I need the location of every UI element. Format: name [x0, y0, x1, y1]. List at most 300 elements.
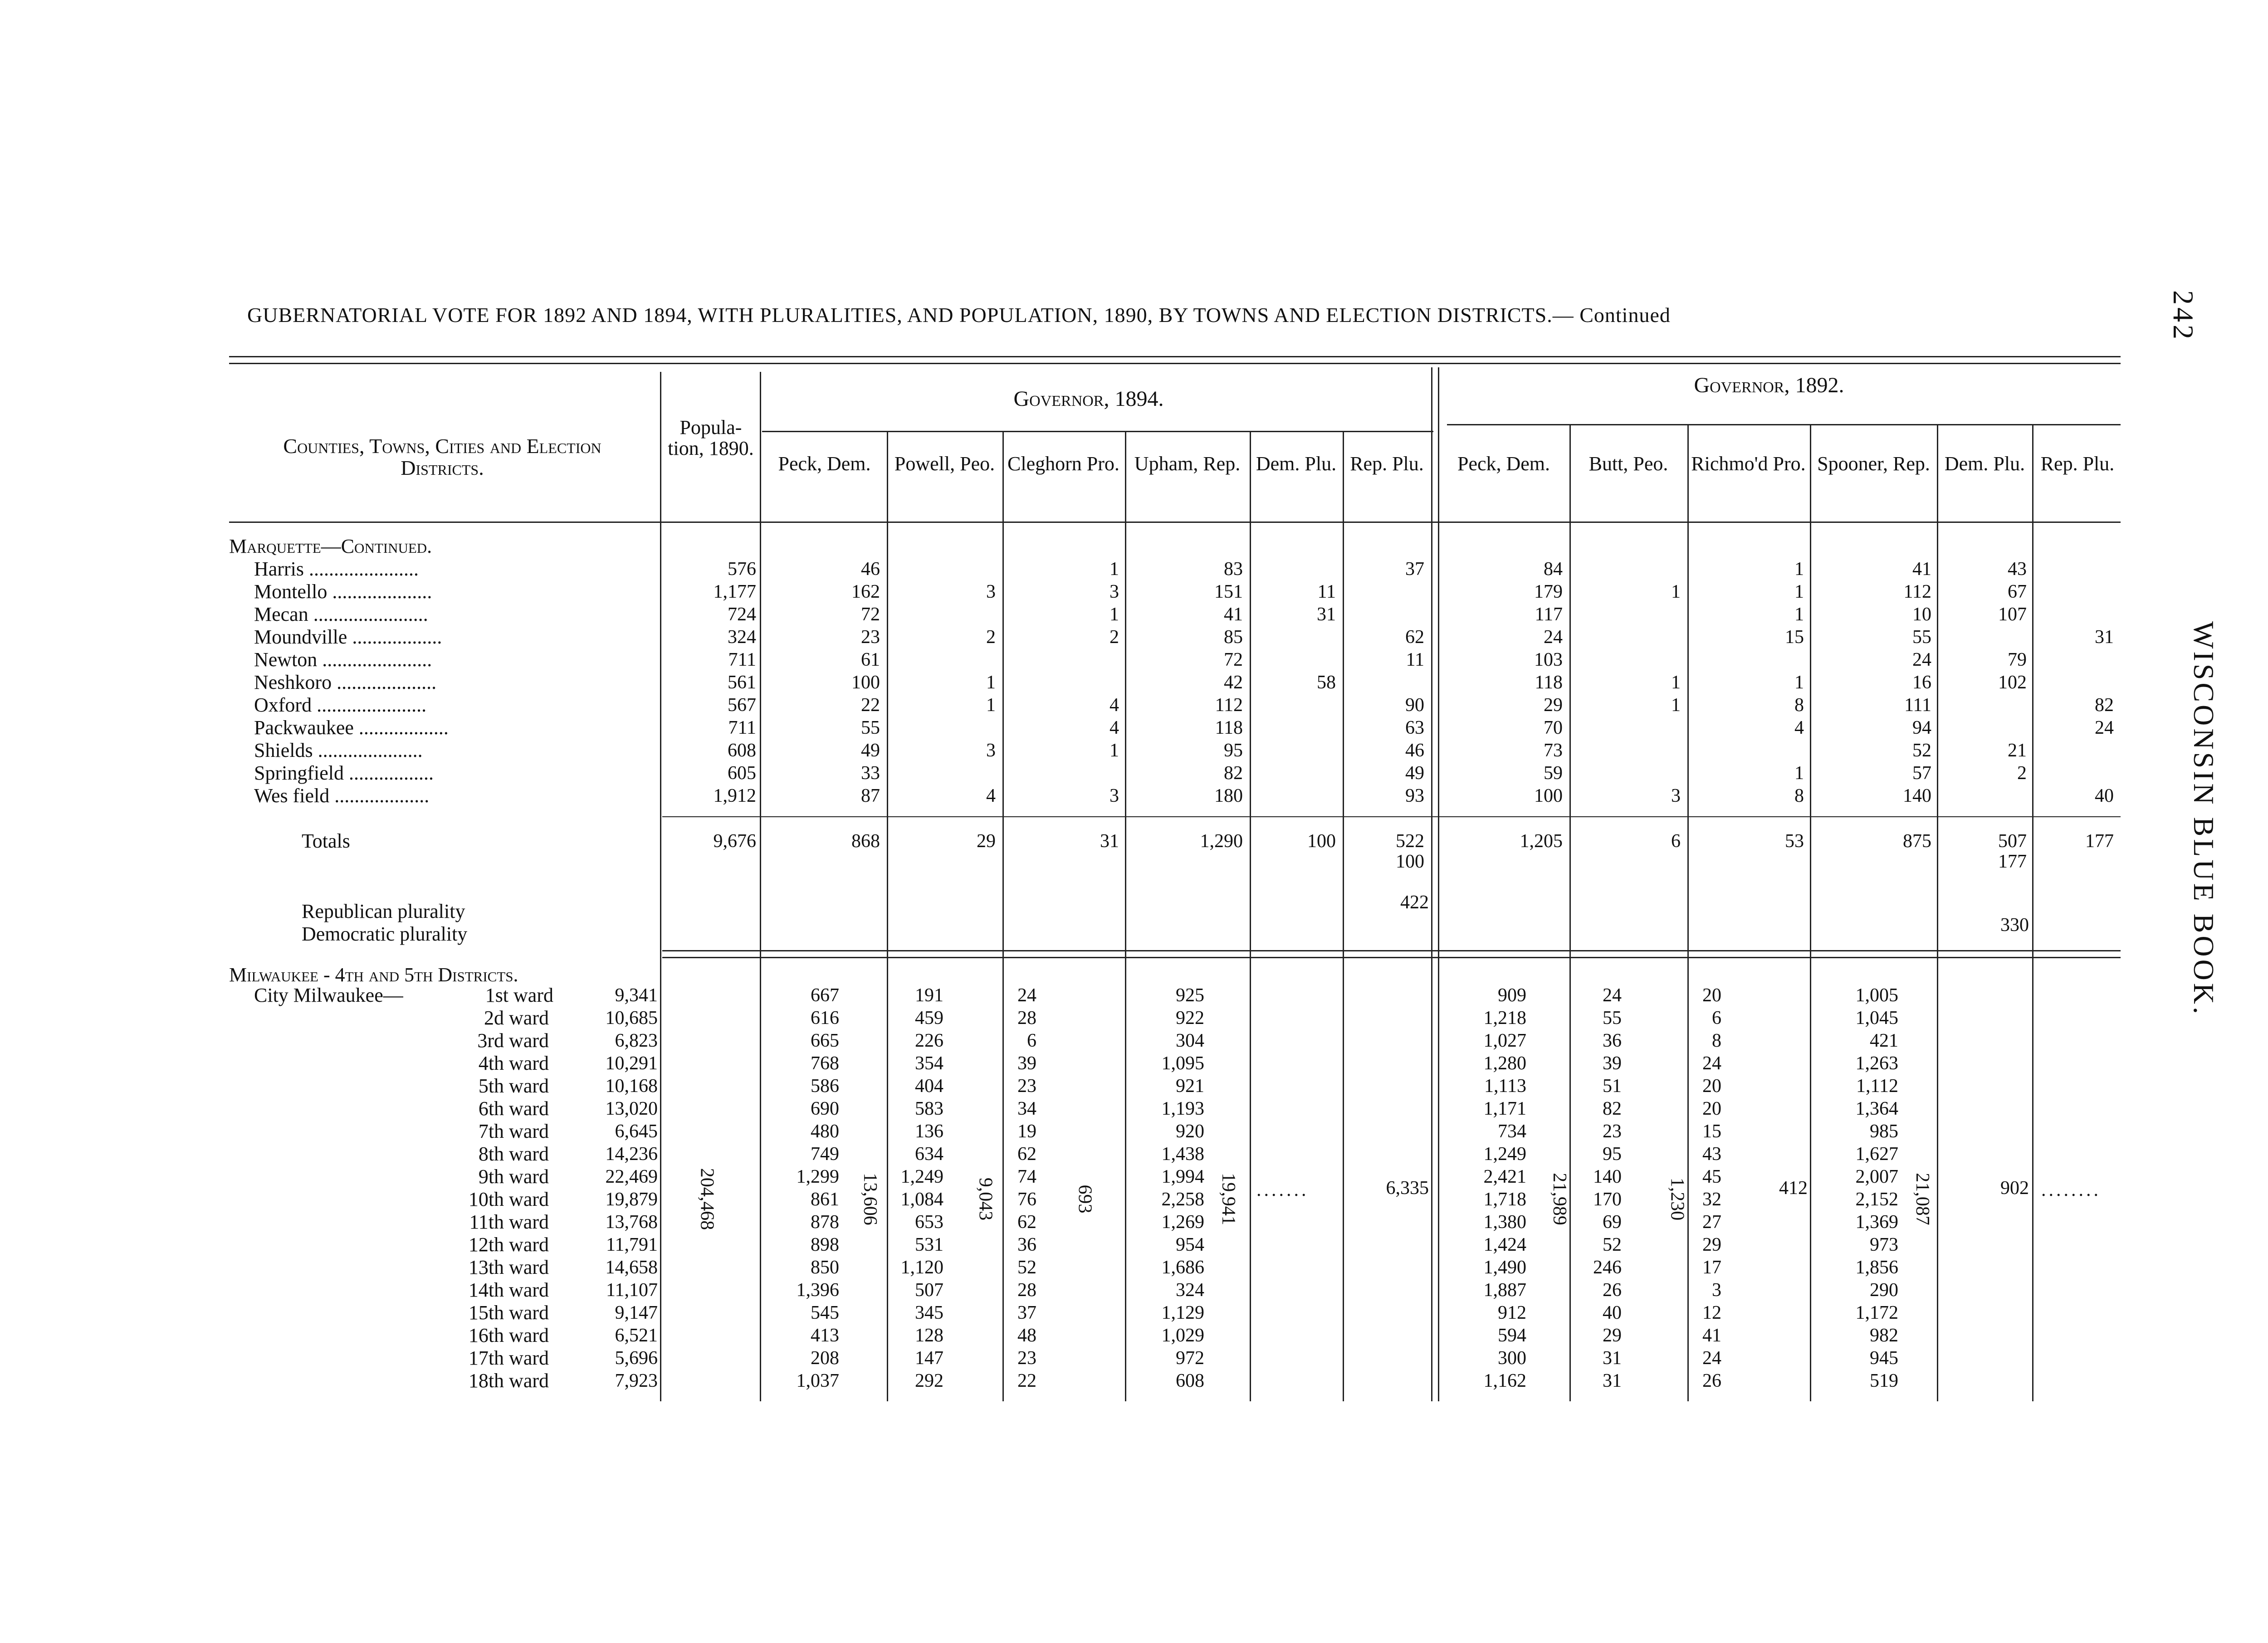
ward-upham-cell: 972: [1176, 1348, 1204, 1369]
vote-1892-cell: 1: [1794, 604, 1804, 625]
col-powell-1894: Powell, Peo.: [894, 453, 995, 475]
vote-1892-cell: 1: [1671, 695, 1681, 716]
vote-1894-cell: 93: [1405, 785, 1424, 806]
ward-butt-cell: 23: [1603, 1121, 1622, 1142]
vote-1892-cell: 107: [1998, 604, 2027, 625]
vote-1894-cell: 151: [1214, 581, 1243, 602]
ward-butt-cell: 170: [1593, 1189, 1622, 1210]
vote-1892-cell: 16: [1912, 672, 1931, 693]
population-cell: 724: [728, 604, 756, 625]
ward-butt-cell: 246: [1593, 1257, 1622, 1278]
page-title: GUBERNATORIAL VOTE FOR 1892 AND 1894, WITH PLURALITIES, AND POPULATION, 1890, BY TOWNS AND ELECTION DISTRICTS.— Continued: [247, 303, 1671, 327]
ward-peck94-cell: 667: [811, 985, 839, 1006]
ward-rich-cell: 12: [1702, 1302, 1721, 1323]
ward-peck92-cell: 300: [1498, 1348, 1526, 1369]
totals-cell: 53: [1785, 831, 1804, 852]
col-demplu-1894: Dem. Plu.: [1256, 453, 1337, 475]
col-butt-1892: Butt, Peo.: [1589, 453, 1668, 475]
col-peck-1894: Peck, Dem.: [778, 453, 871, 475]
ward-rich-cell: 43: [1702, 1144, 1721, 1165]
ward-pop-cell: 10,168: [605, 1076, 658, 1097]
col-rule: [1431, 367, 1432, 1401]
vote-1892-cell: 15: [1785, 627, 1804, 648]
ward-name: 12th ward: [468, 1233, 549, 1256]
vote-1894-cell: 41: [1224, 604, 1243, 625]
vote-1894-cell: 3: [1110, 581, 1119, 602]
population-cell: 605: [728, 763, 756, 784]
ward-upham-cell: 922: [1176, 1008, 1204, 1029]
totals-label: Totals: [302, 830, 350, 852]
ward-peck92-cell: 909: [1498, 985, 1526, 1006]
ward-powell-cell: 191: [915, 985, 943, 1006]
ward-peck92-cell: 1,162: [1483, 1370, 1526, 1391]
vote-1894-cell: 49: [861, 740, 880, 761]
ward-rich-cell: 27: [1702, 1212, 1721, 1233]
ward-peck94-cell: 1,396: [796, 1280, 839, 1301]
vote-1894-cell: 83: [1224, 559, 1243, 580]
town-name: Mecan .......................: [254, 603, 428, 625]
vote-1894-cell: 3: [986, 581, 996, 602]
vote-1892-cell: 31: [2095, 627, 2114, 648]
ward-peck94-cell: 898: [811, 1234, 839, 1255]
vote-1892-cell: 179: [1534, 581, 1563, 602]
totals-cell: 1,205: [1520, 831, 1563, 852]
ward-name: 3rd ward: [477, 1029, 549, 1052]
ward-powell-cell: 128: [915, 1325, 943, 1346]
totals-cell: 875: [1903, 831, 1931, 852]
vote-1892-cell: 1: [1794, 763, 1804, 784]
ward-powell-cell: 531: [915, 1234, 943, 1255]
ward-spoon-cell: 421: [1870, 1030, 1898, 1051]
ward-upham-cell: 921: [1176, 1076, 1204, 1097]
vote-1892-cell: 140: [1903, 785, 1931, 806]
town-name: Wes field ...................: [254, 785, 430, 807]
col-repplu-1894: Rep. Plu.: [1350, 453, 1424, 475]
vote-1894-cell: 42: [1224, 672, 1243, 693]
vote-1894-cell: 112: [1215, 695, 1243, 716]
vote-1894-cell: 1: [1110, 559, 1119, 580]
vote-1894-cell: 4: [1110, 695, 1119, 716]
ward-name: 10th ward: [468, 1188, 549, 1210]
ward-peck92-cell: 1,280: [1483, 1053, 1526, 1074]
population-cell: 1,177: [713, 581, 756, 602]
ward-name: 18th ward: [468, 1370, 549, 1392]
vote-1894-cell: 23: [861, 627, 880, 648]
ward-spoon-cell: 290: [1870, 1280, 1898, 1301]
ward-powell-cell: 1,084: [900, 1189, 943, 1210]
vote-1894-cell: 46: [861, 559, 880, 580]
ward-powell-cell: 1,249: [900, 1166, 943, 1187]
vote-1892-cell: 79: [2008, 649, 2027, 670]
vote-1894-cell: 4: [986, 785, 996, 806]
vote-1892-cell: 1: [1794, 581, 1804, 602]
vote-1892-cell: 94: [1912, 717, 1931, 738]
ward-upham-cell: 1,029: [1161, 1325, 1204, 1346]
population-cell: 608: [728, 740, 756, 761]
col-rule: [1438, 367, 1439, 1401]
ward-cleg-cell: 52: [1017, 1257, 1036, 1278]
ward-peck92-cell: 1,718: [1483, 1189, 1526, 1210]
totals-cell: 9,676: [713, 831, 756, 852]
ward-rich-cell: 45: [1702, 1166, 1721, 1187]
vote-1894-cell: 37: [1405, 559, 1424, 580]
ward-pop-cell: 13,020: [605, 1098, 658, 1119]
title-rule-2: [229, 363, 2121, 364]
ward-spoon-cell: 945: [1870, 1348, 1898, 1369]
title-rule: [229, 356, 2121, 357]
dem-plurality-value: 330: [2000, 915, 2029, 936]
ward-cleg-cell: 34: [1017, 1098, 1036, 1119]
col-demplu-1892: Dem. Plu.: [1944, 453, 2025, 475]
ward-peck94-cell: 690: [811, 1098, 839, 1119]
ward-pop-cell: 7,923: [615, 1370, 658, 1391]
header-bottom-rule: [229, 522, 2121, 523]
header-population: Popula-tion, 1890.: [668, 416, 754, 460]
milw-peck92-total: 21,989: [1549, 1173, 1570, 1225]
ward-peck94-cell: 768: [811, 1053, 839, 1074]
milw-powell-total: 9,043: [975, 1177, 996, 1221]
vote-1892-cell: 4: [1794, 717, 1804, 738]
vote-1892-cell: 1: [1794, 672, 1804, 693]
vote-1894-cell: 162: [851, 581, 880, 602]
ward-name: 9th ward: [478, 1165, 549, 1188]
vote-1894-cell: 100: [851, 672, 880, 693]
vote-1894-cell: 1: [986, 672, 996, 693]
population-cell: 561: [728, 672, 756, 693]
ward-powell-cell: 507: [915, 1280, 943, 1301]
vote-1892-cell: 117: [1535, 604, 1563, 625]
vote-1892-cell: 2: [2017, 763, 2027, 784]
ward-pop-cell: 9,341: [615, 985, 658, 1006]
milw-repplu94-total: 6,335: [1386, 1178, 1429, 1199]
ward-name: 13th ward: [468, 1256, 549, 1278]
population-cell: 711: [728, 649, 756, 670]
ward-upham-cell: 2,258: [1161, 1189, 1204, 1210]
ward-butt-cell: 55: [1603, 1008, 1622, 1029]
col-upham-1894: Upham, Rep.: [1134, 453, 1241, 475]
ward-upham-cell: 608: [1176, 1370, 1204, 1391]
ward-butt-cell: 31: [1603, 1370, 1622, 1391]
col-rule: [1250, 431, 1251, 1401]
ward-spoon-cell: 1,045: [1855, 1008, 1898, 1029]
ward-name: 15th ward: [468, 1302, 549, 1324]
ward-butt-cell: 26: [1603, 1280, 1622, 1301]
vote-1894-cell: 22: [861, 695, 880, 716]
ward-peck92-cell: 1,424: [1483, 1234, 1526, 1255]
ward-spoon-cell: 2,007: [1855, 1166, 1898, 1187]
ward-upham-cell: 1,269: [1161, 1212, 1204, 1233]
totals-cell: 100: [1396, 851, 1424, 872]
ward-peck92-cell: 2,421: [1483, 1166, 1526, 1187]
town-name: Neshkoro ....................: [254, 671, 437, 693]
ward-pop-cell: 11,107: [606, 1280, 658, 1301]
ward-pop-cell: 9,147: [615, 1302, 658, 1323]
vote-1892-cell: 21: [2008, 740, 2027, 761]
ward-peck94-cell: 861: [811, 1189, 839, 1210]
totals-cell: 29: [977, 831, 996, 852]
ward-upham-cell: 324: [1176, 1280, 1204, 1301]
ward-upham-cell: 920: [1176, 1121, 1204, 1142]
ward-spoon-cell: 519: [1870, 1370, 1898, 1391]
ward-peck94-cell: 208: [811, 1348, 839, 1369]
vote-1894-cell: 1: [986, 695, 996, 716]
rep-plurality-label: Republican plurality: [302, 900, 465, 922]
ward-powell-cell: 226: [915, 1030, 943, 1051]
gov-1894-rule: [762, 431, 1433, 432]
population-cell: 567: [728, 695, 756, 716]
milw-peck94-total: 13,606: [859, 1173, 880, 1225]
ward-butt-cell: 140: [1593, 1166, 1622, 1187]
ward-rich-cell: 20: [1702, 1098, 1721, 1119]
ward-pop-cell: 19,879: [605, 1189, 658, 1210]
ward-butt-cell: 82: [1603, 1098, 1622, 1119]
ward-name: 2d ward: [484, 1007, 549, 1029]
ward-powell-cell: 345: [915, 1302, 943, 1323]
totals-rule: [662, 816, 2121, 817]
ward-cleg-cell: 24: [1017, 985, 1036, 1006]
ward-spoon-cell: 1,263: [1855, 1053, 1898, 1074]
ward-peck94-cell: 850: [811, 1257, 839, 1278]
ward-peck94-cell: 878: [811, 1212, 839, 1233]
town-name: Montello ....................: [254, 580, 432, 603]
ward-butt-cell: 31: [1603, 1348, 1622, 1369]
ward-rich-cell: 3: [1712, 1280, 1721, 1301]
totals-cell: 177: [1998, 851, 2027, 872]
ward-peck92-cell: 1,218: [1483, 1008, 1526, 1029]
vote-1892-cell: 118: [1535, 672, 1563, 693]
ward-spoon-cell: 982: [1870, 1325, 1898, 1346]
ward-cleg-cell: 23: [1017, 1076, 1036, 1097]
ward-cleg-cell: 28: [1017, 1280, 1036, 1301]
vote-1894-cell: 95: [1224, 740, 1243, 761]
ward-cleg-cell: 19: [1017, 1121, 1036, 1142]
totals-cell: 100: [1307, 831, 1336, 852]
ward-name: 4th ward: [478, 1052, 549, 1074]
col-cleghorn-1894: Cleghorn Pro.: [1007, 453, 1119, 475]
ward-rich-cell: 24: [1702, 1348, 1721, 1369]
vote-1892-cell: 73: [1544, 740, 1563, 761]
ward-spoon-cell: 1,005: [1855, 985, 1898, 1006]
ward-rich-cell: 20: [1702, 985, 1721, 1006]
ward-upham-cell: 1,994: [1161, 1166, 1204, 1187]
ward-powell-cell: 634: [915, 1144, 943, 1165]
vote-1894-cell: 49: [1405, 763, 1424, 784]
ward-peck94-cell: 749: [811, 1144, 839, 1165]
ward-powell-cell: 136: [915, 1121, 943, 1142]
vote-1892-cell: 40: [2095, 785, 2114, 806]
ward-rich-cell: 41: [1702, 1325, 1721, 1346]
ward-pop-cell: 6,645: [615, 1121, 658, 1142]
city-label: City Milwaukee—: [254, 984, 403, 1006]
ward-peck92-cell: 1,249: [1483, 1144, 1526, 1165]
ward-peck94-cell: 665: [811, 1030, 839, 1051]
ward-cleg-cell: 74: [1017, 1166, 1036, 1187]
totals-cell: 507: [1998, 831, 2027, 852]
ward-pop-cell: 10,291: [605, 1053, 658, 1074]
vote-1892-cell: 55: [1912, 627, 1931, 648]
town-name: Newton ......................: [254, 648, 432, 671]
vote-1892-cell: 24: [1912, 649, 1931, 670]
vote-1894-cell: 72: [861, 604, 880, 625]
ward-peck92-cell: 912: [1498, 1302, 1526, 1323]
ward-cleg-cell: 36: [1017, 1234, 1036, 1255]
ward-butt-cell: 69: [1603, 1212, 1622, 1233]
ward-upham-cell: 1,686: [1161, 1257, 1204, 1278]
col-spooner-1892: Spooner, Rep.: [1817, 453, 1930, 475]
totals-cell: 31: [1100, 831, 1119, 852]
population-cell: 1,912: [713, 785, 756, 806]
population-cell: 711: [728, 717, 756, 738]
ward-rich-cell: 32: [1702, 1189, 1721, 1210]
totals-cell: 522: [1396, 831, 1424, 852]
vote-1894-cell: 33: [861, 763, 880, 784]
vote-1892-cell: 24: [1544, 627, 1563, 648]
vote-1894-cell: 2: [1110, 627, 1119, 648]
ward-butt-cell: 39: [1603, 1053, 1622, 1074]
ward-peck92-cell: 1,887: [1483, 1280, 1526, 1301]
vote-1894-cell: 58: [1317, 672, 1336, 693]
col-repplu-1892: Rep. Plu.: [2040, 453, 2115, 475]
vote-1892-cell: 43: [2008, 559, 2027, 580]
vote-1894-cell: 4: [1110, 717, 1119, 738]
ward-cleg-cell: 28: [1017, 1008, 1036, 1029]
rep-plurality-value: 422: [1400, 892, 1429, 913]
vote-1892-cell: 29: [1544, 695, 1563, 716]
marquette-heading: Marquette—Continued.: [229, 535, 432, 557]
ward-upham-cell: 1,095: [1161, 1053, 1204, 1074]
ward-peck92-cell: 1,171: [1483, 1098, 1526, 1119]
ward-cleg-cell: 39: [1017, 1053, 1036, 1074]
vote-1894-cell: 72: [1224, 649, 1243, 670]
vote-1894-cell: 82: [1224, 763, 1243, 784]
ward-peck94-cell: 1,299: [796, 1166, 839, 1187]
ward-spoon-cell: 985: [1870, 1121, 1898, 1142]
ward-powell-cell: 292: [915, 1370, 943, 1391]
ward-cleg-cell: 48: [1017, 1325, 1036, 1346]
ward-powell-cell: 354: [915, 1053, 943, 1074]
vote-1894-cell: 3: [1110, 785, 1119, 806]
town-name: Harris ......................: [254, 558, 419, 580]
ward-rich-cell: 17: [1702, 1257, 1721, 1278]
vote-1892-cell: 70: [1544, 717, 1563, 738]
town-name: Springfield .................: [254, 762, 434, 784]
vote-1892-cell: 8: [1794, 785, 1804, 806]
milw-upham-total: 19,941: [1217, 1173, 1239, 1225]
ward-butt-cell: 51: [1603, 1076, 1622, 1097]
vote-1892-cell: 103: [1534, 649, 1563, 670]
ward-name: 1st ward: [485, 984, 553, 1006]
ward-name: 16th ward: [468, 1324, 549, 1346]
ward-cleg-cell: 62: [1017, 1144, 1036, 1165]
ward-spoon-cell: 1,364: [1855, 1098, 1898, 1119]
ward-butt-cell: 29: [1603, 1325, 1622, 1346]
ward-powell-cell: 404: [915, 1076, 943, 1097]
ward-cleg-cell: 76: [1017, 1189, 1036, 1210]
vote-1892-cell: 1: [1671, 672, 1681, 693]
gov-1892-rule: [1447, 424, 2121, 425]
ward-peck92-cell: 594: [1498, 1325, 1526, 1346]
vote-1892-cell: 111: [1904, 695, 1931, 716]
ward-peck94-cell: 413: [811, 1325, 839, 1346]
vote-1894-cell: 31: [1317, 604, 1336, 625]
vote-1892-cell: 3: [1671, 785, 1681, 806]
ward-name: 17th ward: [468, 1347, 549, 1369]
ward-spoon-cell: 1,856: [1855, 1257, 1898, 1278]
ward-rich-cell: 6: [1712, 1008, 1721, 1029]
ward-pop-cell: 6,521: [615, 1325, 658, 1346]
ward-rich-cell: 24: [1702, 1053, 1721, 1074]
ward-butt-cell: 40: [1603, 1302, 1622, 1323]
ward-spoon-cell: 1,627: [1855, 1144, 1898, 1165]
vote-1894-cell: 180: [1214, 785, 1243, 806]
ward-peck92-cell: 734: [1498, 1121, 1526, 1142]
vote-1892-cell: 100: [1534, 785, 1563, 806]
ward-butt-cell: 36: [1603, 1030, 1622, 1051]
col-peck-1892: Peck, Dem.: [1457, 453, 1550, 475]
ward-upham-cell: 954: [1176, 1234, 1204, 1255]
col-rule: [1125, 431, 1126, 1401]
vote-1892-cell: 59: [1544, 763, 1563, 784]
ward-name: 8th ward: [478, 1143, 549, 1165]
vote-1894-cell: 11: [1406, 649, 1424, 670]
ward-peck92-cell: 1,490: [1483, 1257, 1526, 1278]
ward-peck92-cell: 1,380: [1483, 1212, 1526, 1233]
ward-spoon-cell: 1,112: [1856, 1076, 1898, 1097]
running-title: WISCONSIN BLUE BOOK.: [2188, 621, 2220, 1017]
totals-cell: 177: [2085, 831, 2114, 852]
ward-peck94-cell: 545: [811, 1302, 839, 1323]
vote-1892-cell: 24: [2095, 717, 2114, 738]
col-rule: [1569, 424, 1571, 1401]
ward-name: 6th ward: [478, 1097, 549, 1120]
milw-butt-total: 1,230: [1667, 1177, 1688, 1221]
vote-1894-cell: 55: [861, 717, 880, 738]
vote-1892-cell: 82: [2095, 695, 2114, 716]
ward-pop-cell: 6,823: [615, 1030, 658, 1051]
population-cell: 576: [728, 559, 756, 580]
col-rule: [1343, 431, 1344, 1401]
ward-name: 11th ward: [469, 1211, 549, 1233]
ward-rich-cell: 29: [1702, 1234, 1721, 1255]
ward-pop-cell: 14,658: [605, 1257, 658, 1278]
vote-1894-cell: 1: [1110, 604, 1119, 625]
vote-1892-cell: 10: [1912, 604, 1931, 625]
ward-peck92-cell: 1,027: [1483, 1030, 1526, 1051]
ward-cleg-cell: 62: [1017, 1212, 1036, 1233]
vote-1894-cell: 2: [986, 627, 996, 648]
totals-cell: 6: [1671, 831, 1681, 852]
town-name: Shields .....................: [254, 739, 423, 761]
ward-cleg-cell: 23: [1017, 1348, 1036, 1369]
ward-spoon-cell: 1,369: [1855, 1212, 1898, 1233]
ward-spoon-cell: 1,172: [1855, 1302, 1898, 1323]
section-rule: [662, 950, 2121, 951]
ward-upham-cell: 925: [1176, 985, 1204, 1006]
header-gov-1892: Governor, 1892.: [1694, 373, 1844, 397]
vote-1892-cell: 102: [1998, 672, 2027, 693]
vote-1892-cell: 84: [1544, 559, 1563, 580]
ward-peck92-cell: 1,113: [1484, 1076, 1526, 1097]
milw-repplu92-dots: ........: [2041, 1180, 2101, 1200]
ward-peck94-cell: 480: [811, 1121, 839, 1142]
vote-1892-cell: 52: [1912, 740, 1931, 761]
ward-upham-cell: 1,193: [1161, 1098, 1204, 1119]
ward-powell-cell: 147: [915, 1348, 943, 1369]
vote-1894-cell: 61: [861, 649, 880, 670]
col-rule: [2032, 424, 2033, 1401]
vote-1892-cell: 112: [1903, 581, 1931, 602]
ward-butt-cell: 24: [1603, 985, 1622, 1006]
